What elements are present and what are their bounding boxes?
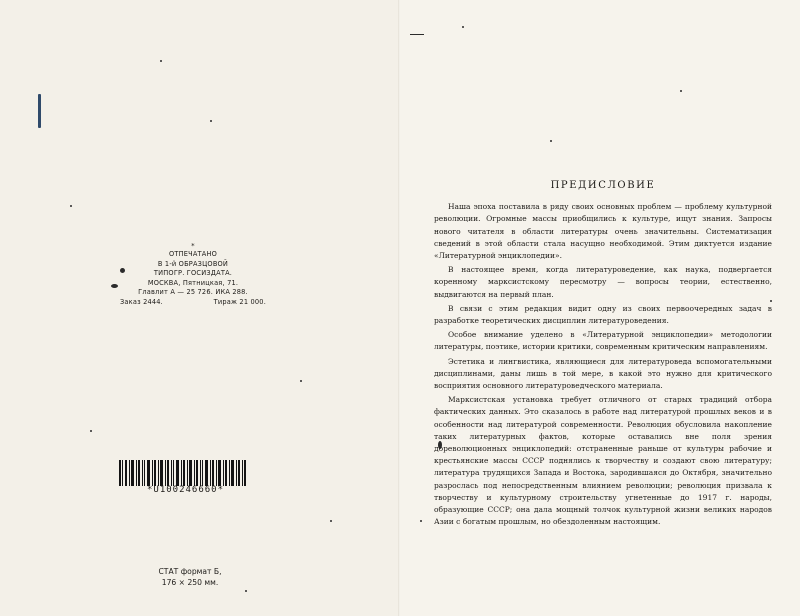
scan-speck — [160, 60, 162, 62]
scan-speck — [111, 284, 118, 288]
scan-speck — [410, 34, 424, 35]
scan-speck — [420, 520, 422, 522]
paper-format — [150, 566, 230, 588]
format-line: 176 × 250 мм. — [161, 578, 219, 587]
print-imprint — [118, 243, 268, 308]
preface-heading: ПРЕДИСЛОВИЕ — [550, 180, 656, 191]
imprint-line: Главлит А — 25 726. ИКА 288. — [138, 288, 248, 297]
scan-speck — [680, 90, 682, 92]
preface-paragraph: В связи с этим редакция видит одну из своих первоочередных задач в разработке теоретических дисциплин литературоведения. — [434, 303, 772, 326]
imprint-order-row — [118, 298, 268, 308]
imprint-star: * — [191, 242, 195, 250]
barcode-number: *U100246660* — [146, 485, 225, 495]
scan-speck — [90, 430, 92, 432]
print-run: Тираж 21 000. — [213, 297, 266, 306]
scan-speck — [330, 520, 332, 522]
order-number: Заказ 2444. — [120, 297, 163, 306]
scan-speck — [210, 120, 212, 122]
scan-speck — [245, 590, 247, 592]
preface-paragraph: Наша эпоха поставила в ряду своих основных проблем — проблему культурной революции. Огромные массы приобщились к культуре, ищут знания. Запросы нового читателя в области литературы очень значительны. Систематизация сведений в этой области стала насущно необходимой. Этим диктуется издание «Литературной энциклопедии». — [434, 202, 772, 261]
imprint-line: ТИПОГР. ГОСИЗДАТА. — [153, 269, 233, 278]
scan-speck — [300, 380, 302, 382]
scan-speck — [462, 26, 464, 28]
preface — [434, 180, 772, 528]
preface-paragraph: Марксистская установка требует отличного от старых традиций отбора фактических данных. Это сказалось в работе над литературой прошлых веков и в особенности над литературой современности. Революция обусловила накопление таких литературных фактов, которые оставались вне поля зрения дореволюционных энциклопедий: отстраненные раньше от культуры рабочие и крестьянские массы СССР поднялись к творчеству и создают свою литературу; литература трудящихся Запада и Востока, зародившаяся до Октября, значительно разрослась под непосредственным влиянием революции; революция призвала к творчеству и культурному строительству угнетенные до 1917 г. народы, образующие СССР; она дала мощный толчок культурной жизни великих народов Азии с богатым прошлым, но обездоленным настоящим. — [434, 395, 772, 527]
imprint-line: ОТПЕЧАТАНО — [168, 250, 218, 258]
preface-paragraph: Особое внимание уделено в «Литературной энциклопедии» методологии литературы, поэтике, истории критики, современным критическим направлениям. — [434, 330, 772, 352]
scan-speck — [550, 140, 552, 142]
imprint-line: В 1-й ОБРАЗЦОВОЙ — [157, 259, 229, 268]
scan-speck — [38, 94, 41, 128]
imprint-line: МОСКВА, Пятницкая, 71. — [147, 278, 239, 287]
preface-paragraph: Эстетика и лингвистика, являющиеся для литературоведа вспомогательными дисциплинами, даны лишь в той мере, в какой это нужно для критического восприятия основного литературоведческого материала. — [434, 356, 772, 391]
format-line: СТАТ формат Б, — [158, 567, 222, 576]
preface-paragraph: В настоящее время, когда литературоведение, как наука, подвергается коренному марксистскому пересмотру — вопросы теории, естественно, выдвигаются на первый план. — [434, 265, 772, 299]
scan-speck — [70, 205, 72, 207]
